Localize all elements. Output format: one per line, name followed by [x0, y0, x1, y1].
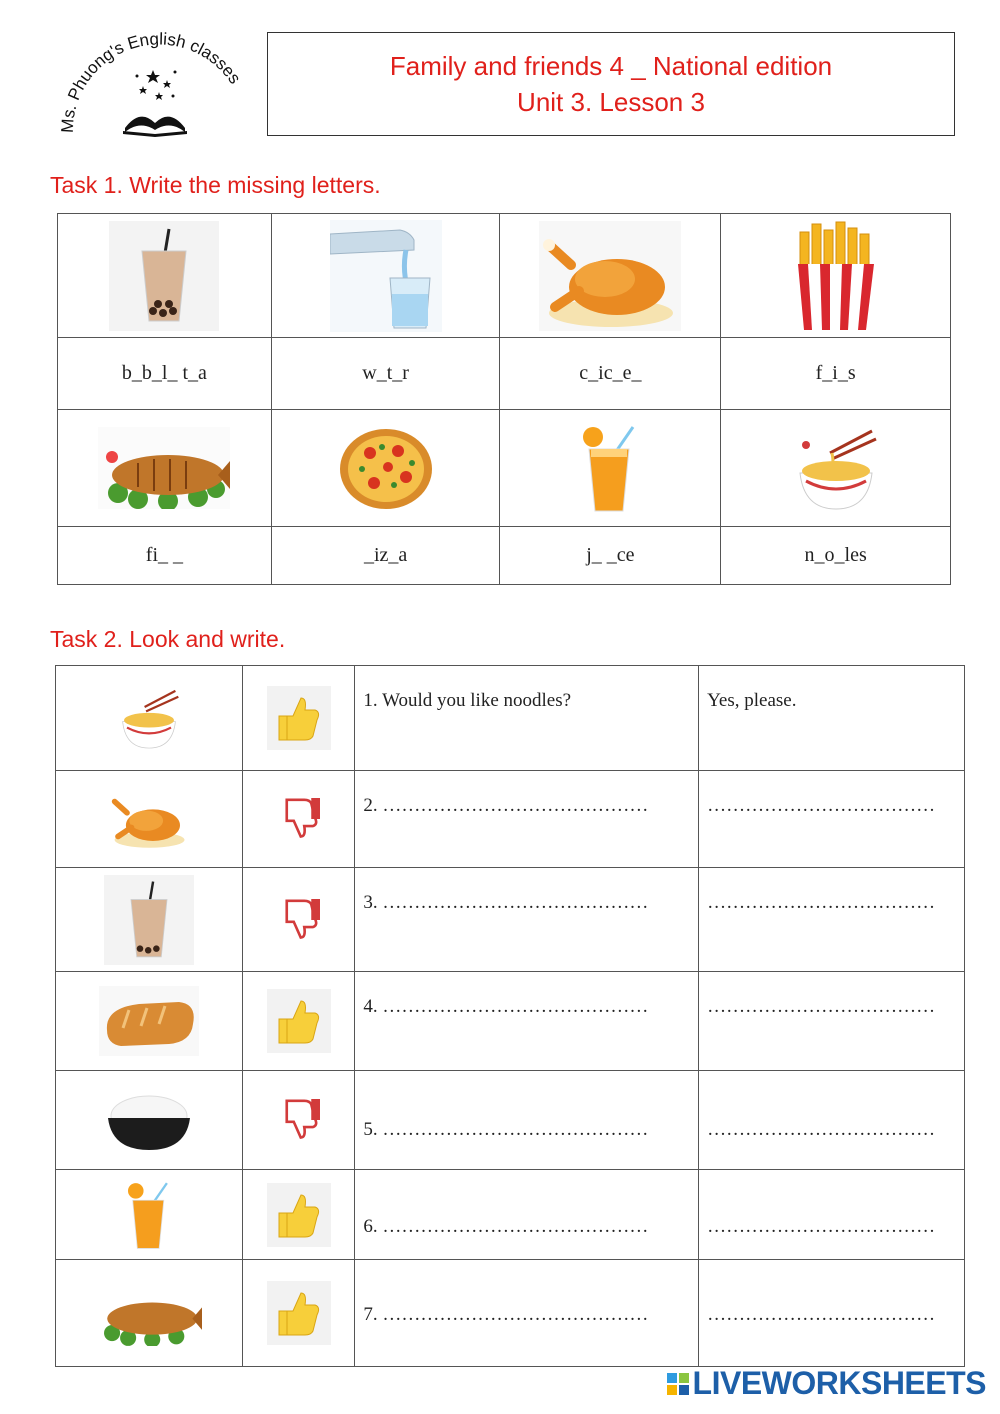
header-subtitle: Unit 3. Lesson 3 [517, 87, 705, 117]
thumbs-up-icon [243, 1281, 355, 1345]
fries-icon [721, 220, 950, 332]
task2-food-cell [56, 972, 243, 1071]
task2-row [56, 1170, 965, 1260]
task2-food-cell [56, 1260, 243, 1367]
task2-row [56, 1260, 965, 1367]
task2-table [55, 665, 965, 1367]
task1-image-cell [271, 214, 500, 338]
task1-word-cell[interactable]: b_b_l_ t_a [58, 338, 272, 410]
task1-image-cell [500, 410, 721, 527]
juice-icon [500, 423, 720, 513]
question-cell[interactable]: 3. …………………………………… [355, 868, 699, 972]
question-cell[interactable]: 4. …………………………………… [355, 972, 699, 1071]
task1-word-cell[interactable]: w_t_r [271, 338, 500, 410]
task2-thumb-cell [242, 1071, 355, 1170]
question-cell[interactable]: 6. …………………………………… [355, 1170, 699, 1260]
juice-icon [56, 1180, 242, 1250]
task1-word-cell[interactable]: _iz_a [271, 527, 500, 585]
thumbs-down-icon [243, 1092, 355, 1148]
question-cell[interactable]: 2. …………………………………… [355, 771, 699, 868]
bubble-tea-icon [58, 221, 271, 331]
answer-cell[interactable]: ……………………………… [699, 1170, 965, 1260]
answer-cell[interactable]: ……………………………… [699, 1071, 965, 1170]
task2-thumb-cell [242, 666, 355, 771]
task1-image-cell [721, 214, 951, 338]
fish-icon [58, 427, 271, 509]
task2-food-cell [56, 1071, 243, 1170]
task2-title: Task 2. Look and write. [50, 626, 286, 652]
noodles-icon [721, 423, 950, 513]
task2-food-cell [56, 771, 243, 868]
thumbs-down-icon [243, 892, 355, 948]
school-logo [55, 28, 255, 140]
task2-row [56, 666, 965, 771]
liveworksheets-brand[interactable] [667, 1365, 986, 1402]
task2-thumb-cell [242, 1170, 355, 1260]
task1-image-cell [271, 410, 500, 527]
thumbs-up-icon [243, 1183, 355, 1247]
task2-thumb-cell [242, 868, 355, 972]
task1-image-cell [58, 214, 272, 338]
bubble-tea-icon [56, 875, 242, 965]
liveworksheets-logo-icon [667, 1373, 689, 1395]
task1-word-cell[interactable]: j_ _ce [500, 527, 721, 585]
answer-cell[interactable]: ……………………………… [699, 972, 965, 1071]
task1-word-cell[interactable]: fi_ _ [58, 527, 272, 585]
task2-thumb-cell [242, 771, 355, 868]
task2-row [56, 771, 965, 868]
chicken-icon [56, 788, 242, 850]
rice-icon [56, 1088, 242, 1152]
thumbs-down-icon [243, 791, 355, 847]
task2-food-cell [56, 1170, 243, 1260]
task2-food-cell [56, 868, 243, 972]
task1-word-cell[interactable]: f_i_s [721, 338, 951, 410]
answer-cell[interactable]: ……………………………… [699, 771, 965, 868]
header-title: Family and friends 4 _ National edition [389, 51, 833, 81]
task2-row [56, 1071, 965, 1170]
fish-icon [56, 1280, 242, 1346]
answer-cell[interactable]: ……………………………… [699, 868, 965, 972]
task2-thumb-cell [242, 972, 355, 1071]
answer-cell: Yes, please. [699, 666, 965, 771]
task1-table [57, 213, 951, 585]
question-cell: 1. Would you like noodles? [355, 666, 699, 771]
logo-text: Ms. Phuong's English classes [57, 29, 245, 134]
pizza-icon [272, 423, 500, 513]
thumbs-up-icon [243, 686, 355, 750]
chicken-icon [500, 221, 720, 331]
bread-icon [56, 986, 242, 1056]
worksheet-header [267, 32, 955, 136]
task2-food-cell [56, 666, 243, 771]
task2-row [56, 868, 965, 972]
brand-name: LIVEWORKSHEETS [692, 1365, 986, 1401]
noodles-icon [56, 685, 242, 751]
task1-title: Task 1. Write the missing letters. [50, 172, 381, 198]
task2-thumb-cell [242, 1260, 355, 1367]
task1-image-cell [58, 410, 272, 527]
task1-word-cell[interactable]: c_ic_e_ [500, 338, 721, 410]
task2-row [56, 972, 965, 1071]
answer-cell[interactable]: ……………………………… [699, 1260, 965, 1367]
question-cell[interactable]: 7. …………………………………… [355, 1260, 699, 1367]
water-icon [272, 220, 500, 332]
thumbs-up-icon [243, 989, 355, 1053]
question-cell[interactable]: 5. …………………………………… [355, 1071, 699, 1170]
task1-word-cell[interactable]: n_o_les [721, 527, 951, 585]
task1-image-cell [500, 214, 721, 338]
task1-image-cell [721, 410, 951, 527]
